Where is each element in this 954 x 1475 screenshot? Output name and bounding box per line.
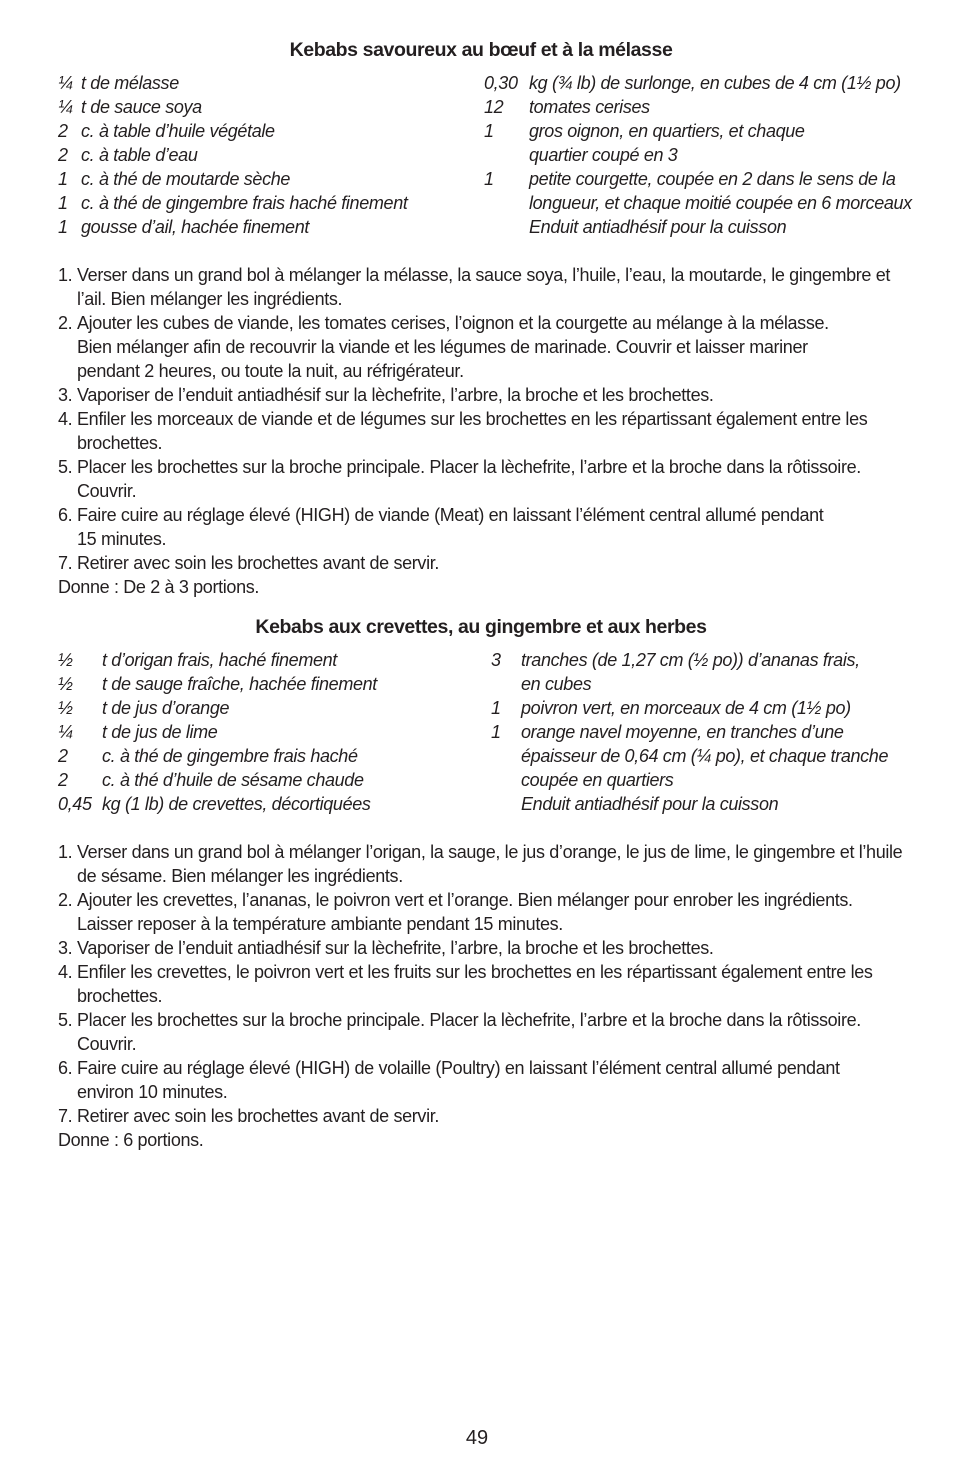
instruction-step bbox=[58, 888, 904, 936]
ingredient-desc: petite courgette, coupée en 2 dans le sens de la bbox=[529, 169, 896, 189]
step-text: Verser dans un grand bol à mélanger la mélasse, la sauce soya, l’huile, l’eau, la moutarde, le gingembre et l’ail. Bien mélanger les ingrédients. bbox=[77, 265, 891, 309]
ingredient-item bbox=[491, 720, 904, 744]
instructions-list bbox=[58, 263, 904, 599]
ingredient-qty: 1 bbox=[491, 722, 501, 742]
step-number: 2. bbox=[58, 313, 73, 333]
ingredient-item bbox=[484, 143, 904, 167]
ingredient-qty: 2 bbox=[58, 770, 68, 790]
ingredient-item bbox=[58, 696, 478, 720]
instruction-step bbox=[58, 960, 904, 1008]
instruction-step bbox=[58, 840, 904, 888]
step-text: Ajouter les cubes de viande, les tomates cerises, l’oignon et la courgette au mélange à la mélasse. Bien mélanger afin de recouvrir la viande et les légumes de marinade. Couvrir et laisser mariner pendant 2 heures, ou toute la nuit, au réfrigérateur. bbox=[77, 313, 829, 381]
ingredient-qty: 0,45 bbox=[58, 794, 92, 814]
ingredients-right-column bbox=[491, 648, 904, 816]
instruction-step bbox=[58, 551, 904, 575]
ingredient-qty: ½ bbox=[58, 674, 73, 694]
ingredient-qty: 12 bbox=[484, 97, 504, 117]
ingredient-qty bbox=[484, 215, 529, 239]
ingredient-desc: t de sauge fraîche, hachée finement bbox=[102, 674, 377, 694]
ingredient-item bbox=[58, 744, 478, 768]
ingredient-desc: Enduit antiadhésif pour la cuisson bbox=[529, 217, 787, 237]
ingredient-item bbox=[58, 768, 478, 792]
recipe-title: Kebabs aux crevettes, au gingembre et aux herbes bbox=[255, 616, 707, 638]
ingredient-desc: t de jus d’orange bbox=[102, 698, 230, 718]
instruction-step bbox=[58, 455, 904, 503]
step-number: 6. bbox=[58, 505, 73, 525]
ingredient-qty: 1 bbox=[491, 698, 501, 718]
ingredient-desc: gros oignon, en quartiers, et chaque bbox=[529, 121, 805, 141]
ingredient-qty: 3 bbox=[491, 650, 501, 670]
ingredient-item bbox=[58, 792, 478, 816]
step-number: 1. bbox=[58, 842, 73, 862]
ingredients-list bbox=[58, 71, 912, 239]
ingredient-item bbox=[484, 191, 912, 215]
ingredient-qty bbox=[491, 744, 521, 768]
ingredients-left-column bbox=[58, 648, 478, 816]
page-number: 49 bbox=[465, 1427, 489, 1449]
ingredient-qty bbox=[491, 768, 521, 792]
ingredient-item bbox=[58, 191, 478, 215]
ingredient-qty bbox=[491, 672, 521, 696]
ingredient-qty bbox=[484, 143, 529, 167]
instruction-step bbox=[58, 1104, 904, 1128]
ingredient-qty: ½ bbox=[58, 650, 73, 670]
ingredient-item bbox=[58, 95, 478, 119]
ingredient-desc: épaisseur de 0,64 cm (¼ po), et chaque tranche bbox=[521, 746, 889, 766]
ingredient-desc: c. à thé d’huile de sésame chaude bbox=[102, 770, 364, 790]
ingredient-qty: 2 bbox=[58, 121, 68, 141]
ingredient-desc: kg (1 lb) de crevettes, décortiquées bbox=[102, 794, 371, 814]
recipe-beef-kebabs bbox=[58, 36, 912, 599]
ingredient-qty: 1 bbox=[484, 169, 494, 189]
ingredient-desc: c. à table d’huile végétale bbox=[81, 121, 275, 141]
ingredient-desc: t de jus de lime bbox=[102, 722, 218, 742]
step-text: Ajouter les crevettes, l’ananas, le poivron vert et l’orange. Bien mélanger pour enrober les ingrédients. Laisser reposer à la température ambiante pendant 15 minutes. bbox=[77, 890, 853, 934]
instruction-step bbox=[58, 1056, 904, 1104]
ingredients-left-column bbox=[58, 71, 478, 239]
recipe-yield: Donne : 6 portions. bbox=[58, 1130, 204, 1150]
ingredient-desc: en cubes bbox=[521, 674, 592, 694]
ingredient-desc: t d’origan frais, haché finement bbox=[102, 650, 337, 670]
ingredient-qty: 2 bbox=[58, 145, 68, 165]
ingredient-qty: 1 bbox=[58, 193, 68, 213]
recipe-yield: Donne : De 2 à 3 portions. bbox=[58, 577, 260, 597]
step-number: 7. bbox=[58, 553, 73, 573]
ingredient-desc: tranches (de 1,27 cm (½ po)) d’ananas frais, bbox=[521, 650, 860, 670]
step-number: 2. bbox=[58, 890, 73, 910]
ingredients-right-column bbox=[484, 71, 912, 239]
ingredient-qty: ¼ bbox=[58, 722, 73, 742]
step-text: Vaporiser de l’enduit antiadhésif sur la lèchefrite, l’arbre, la broche et les brochettes. bbox=[77, 385, 714, 405]
ingredient-desc: c. à thé de gingembre frais haché bbox=[102, 746, 358, 766]
ingredient-item bbox=[58, 167, 478, 191]
ingredient-desc: tomates cerises bbox=[529, 97, 650, 117]
ingredient-item bbox=[491, 744, 904, 768]
ingredient-desc: poivron vert, en morceaux de 4 cm (1½ po) bbox=[521, 698, 851, 718]
ingredient-qty: 1 bbox=[58, 169, 68, 189]
instruction-step bbox=[58, 503, 904, 551]
ingredient-item bbox=[58, 143, 478, 167]
ingredient-item bbox=[491, 768, 904, 792]
ingredients-list bbox=[58, 648, 904, 816]
ingredient-qty: ¼ bbox=[58, 97, 73, 117]
ingredient-qty bbox=[491, 792, 521, 816]
ingredient-desc: coupée en quartiers bbox=[521, 770, 674, 790]
ingredient-qty bbox=[484, 191, 529, 215]
ingredient-desc: t de mélasse bbox=[81, 73, 179, 93]
ingredient-qty: 0,30 bbox=[484, 73, 518, 93]
ingredient-item bbox=[491, 792, 904, 816]
ingredient-item bbox=[484, 215, 904, 239]
ingredient-item bbox=[484, 119, 904, 143]
step-text: Placer les brochettes sur la broche principale. Placer la lèchefrite, l’arbre et la broche dans la rôtissoire. Couvrir. bbox=[77, 1010, 861, 1054]
ingredient-desc: c. à thé de moutarde sèche bbox=[81, 169, 291, 189]
ingredient-desc: kg (¾ lb) de surlonge, en cubes de 4 cm (1½ po) bbox=[529, 73, 901, 93]
step-number: 6. bbox=[58, 1058, 73, 1078]
step-number: 7. bbox=[58, 1106, 73, 1126]
recipe-page bbox=[58, 36, 912, 1152]
step-number: 4. bbox=[58, 962, 73, 982]
ingredient-item bbox=[58, 215, 478, 239]
ingredient-desc: longueur, et chaque moitié coupée en 6 morceaux bbox=[529, 193, 912, 213]
ingredient-item bbox=[484, 71, 904, 95]
step-number: 5. bbox=[58, 1010, 73, 1030]
instruction-step bbox=[58, 311, 904, 383]
ingredient-desc: t de sauce soya bbox=[81, 97, 202, 117]
ingredient-item bbox=[58, 71, 478, 95]
step-text: Retirer avec soin les brochettes avant de servir. bbox=[77, 1106, 440, 1126]
step-number: 3. bbox=[58, 385, 73, 405]
step-text: Verser dans un grand bol à mélanger l’origan, la sauge, le jus d’orange, le jus de lime, le gingembre et l’huile de sésame. Bien mélanger les ingrédients. bbox=[77, 842, 903, 886]
ingredient-item bbox=[58, 720, 478, 744]
step-number: 3. bbox=[58, 938, 73, 958]
ingredient-item bbox=[484, 167, 904, 191]
recipe-title: Kebabs savoureux au bœuf et à la mélasse bbox=[289, 39, 673, 61]
ingredient-qty: ½ bbox=[58, 698, 73, 718]
ingredient-item bbox=[491, 696, 904, 720]
ingredient-qty: 2 bbox=[58, 746, 68, 766]
instruction-step bbox=[58, 936, 904, 960]
step-text: Placer les brochettes sur la broche principale. Placer la lèchefrite, l’arbre et la broche dans la rôtissoire. Couvrir. bbox=[77, 457, 861, 501]
step-number: 1. bbox=[58, 265, 73, 285]
ingredient-desc: gousse d’ail, hachée finement bbox=[81, 217, 310, 237]
ingredient-item bbox=[484, 95, 904, 119]
instructions-list bbox=[58, 840, 904, 1152]
ingredient-item bbox=[58, 119, 478, 143]
step-number: 5. bbox=[58, 457, 73, 477]
ingredient-item bbox=[58, 672, 478, 696]
ingredient-qty: 1 bbox=[484, 121, 494, 141]
instruction-step bbox=[58, 407, 904, 455]
instruction-step bbox=[58, 263, 904, 311]
ingredient-item bbox=[491, 648, 904, 672]
ingredient-item bbox=[58, 648, 478, 672]
ingredient-desc: orange navel moyenne, en tranches d’une bbox=[521, 722, 844, 742]
step-text: Faire cuire au réglage élevé (HIGH) de viande (Meat) en laissant l’élément central allumé pendant 15 minutes. bbox=[77, 505, 824, 549]
step-text: Faire cuire au réglage élevé (HIGH) de volaille (Poultry) en laissant l’élément central allumé pendant environ 10 minutes. bbox=[77, 1058, 840, 1102]
ingredient-desc: Enduit antiadhésif pour la cuisson bbox=[521, 794, 779, 814]
ingredient-qty: ¼ bbox=[58, 73, 73, 93]
step-number: 4. bbox=[58, 409, 73, 429]
recipe-shrimp-kebabs bbox=[58, 613, 904, 1152]
step-text: Retirer avec soin les brochettes avant de servir. bbox=[77, 553, 440, 573]
ingredient-desc: c. à table d’eau bbox=[81, 145, 198, 165]
step-text: Enfiler les morceaux de viande et de légumes sur les brochettes en les répartissant également entre les brochettes. bbox=[77, 409, 868, 453]
step-text: Enfiler les crevettes, le poivron vert et les fruits sur les brochettes en les répartissant également entre les brochettes. bbox=[77, 962, 873, 1006]
ingredient-desc: c. à thé de gingembre frais haché finement bbox=[81, 193, 408, 213]
step-text: Vaporiser de l’enduit antiadhésif sur la lèchefrite, l’arbre, la broche et les brochettes. bbox=[77, 938, 714, 958]
instruction-step bbox=[58, 1008, 904, 1056]
ingredient-item bbox=[491, 672, 904, 696]
instruction-step bbox=[58, 383, 904, 407]
ingredient-desc: quartier coupé en 3 bbox=[529, 145, 678, 165]
ingredient-qty: 1 bbox=[58, 217, 68, 237]
